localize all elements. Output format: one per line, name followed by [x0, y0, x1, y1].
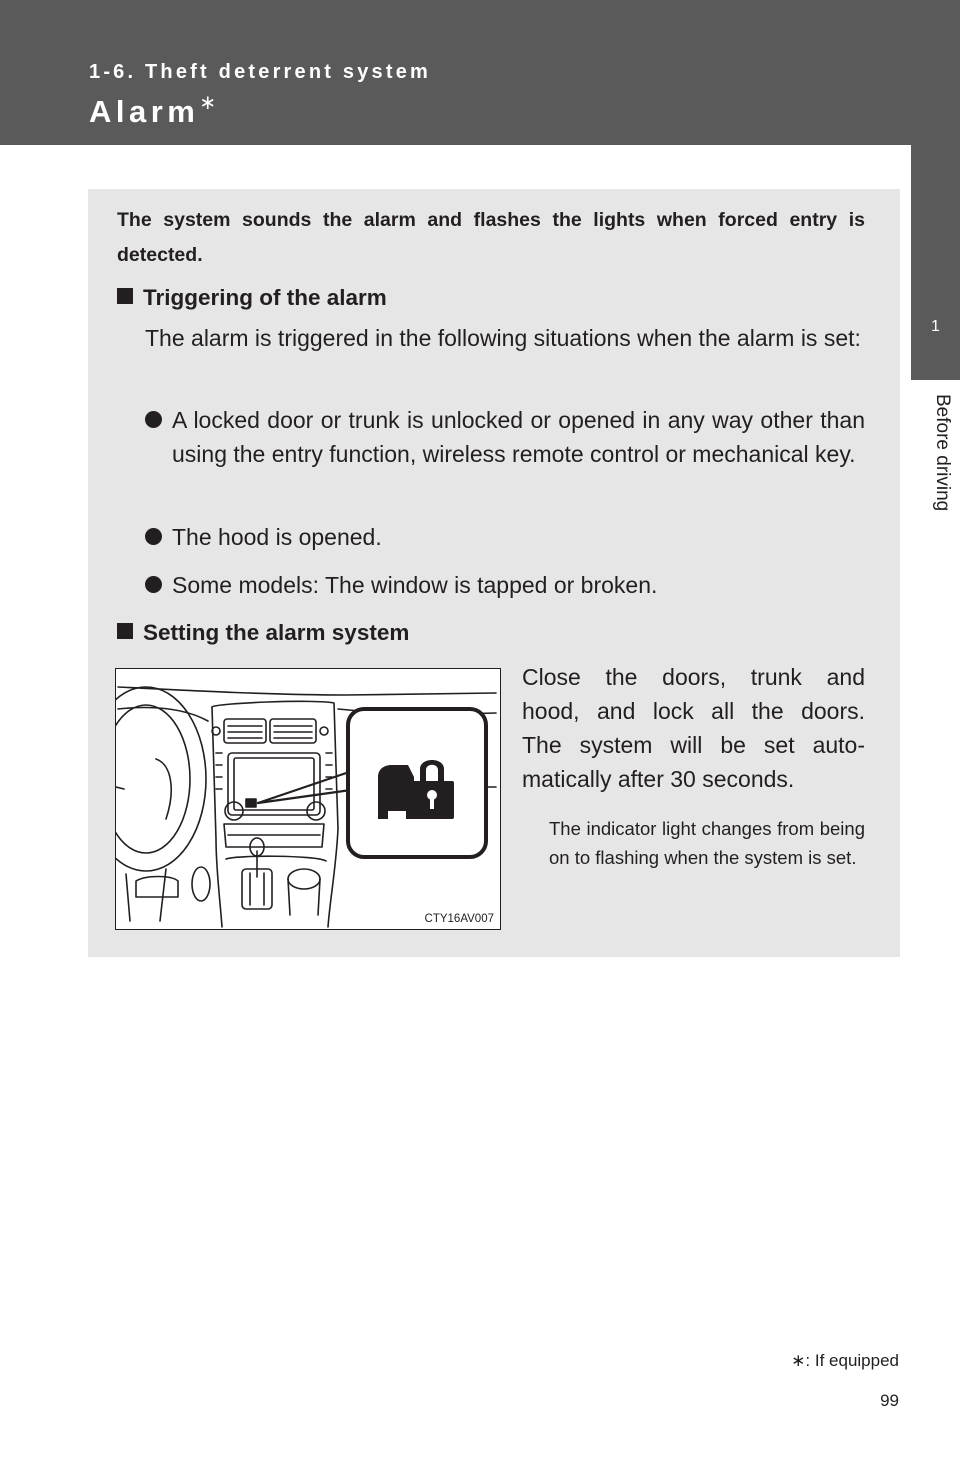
triggering-heading-text: Triggering of the alarm — [143, 285, 387, 310]
if-equipped-mark: ∗ — [199, 92, 217, 114]
setting-instructions — [522, 660, 865, 796]
section-label: 1-6. Theft deterrent system — [89, 61, 432, 83]
bullet-icon — [145, 411, 162, 428]
intro-text: The system sounds the alarm and flashes the lights when forced entry is detected. — [117, 209, 865, 266]
chapter-label: Before driving — [932, 394, 953, 512]
footnote: ∗: If equipped — [791, 1351, 899, 1370]
triggering-description: The alarm is triggered in the following situations when the alarm is set: — [145, 325, 861, 351]
list-item — [145, 520, 865, 554]
chapter-tab — [911, 145, 960, 380]
instruction-line: The system will be set auto- — [522, 732, 865, 758]
page-title-text: Alarm — [89, 94, 200, 129]
chapter-number: 1 — [931, 318, 940, 335]
square-bullet-icon — [117, 623, 133, 639]
instruction-line: Close the doors, trunk and — [522, 664, 865, 690]
page-number: 99 — [880, 1391, 899, 1410]
triggering-heading — [117, 285, 387, 311]
list-item-text: A locked door or trunk is unlocked or opened in any way other than using the entry function, wireless remote control or mechanical key. — [172, 407, 865, 467]
list-item — [145, 403, 865, 471]
figure-code: CTY16AV007 — [424, 913, 494, 925]
list-item-text: Some models: The window is tapped or broken. — [172, 572, 658, 598]
instruction-line: hood, and lock all the doors. — [522, 698, 865, 724]
list-item-text: The hood is opened. — [172, 524, 382, 550]
setting-note: The indicator light changes from being on to flashing when the system is set. — [549, 818, 865, 868]
instruction-line: matically after 30 seconds. — [522, 766, 795, 792]
dashboard-drawing — [116, 669, 500, 929]
bullet-icon — [145, 528, 162, 545]
list-item — [145, 568, 865, 602]
square-bullet-icon — [117, 288, 133, 304]
dashboard-illustration — [115, 668, 501, 930]
setting-heading-text: Setting the alarm system — [143, 620, 410, 645]
page-title — [89, 94, 216, 130]
bullet-icon — [145, 576, 162, 593]
setting-heading — [117, 620, 409, 646]
